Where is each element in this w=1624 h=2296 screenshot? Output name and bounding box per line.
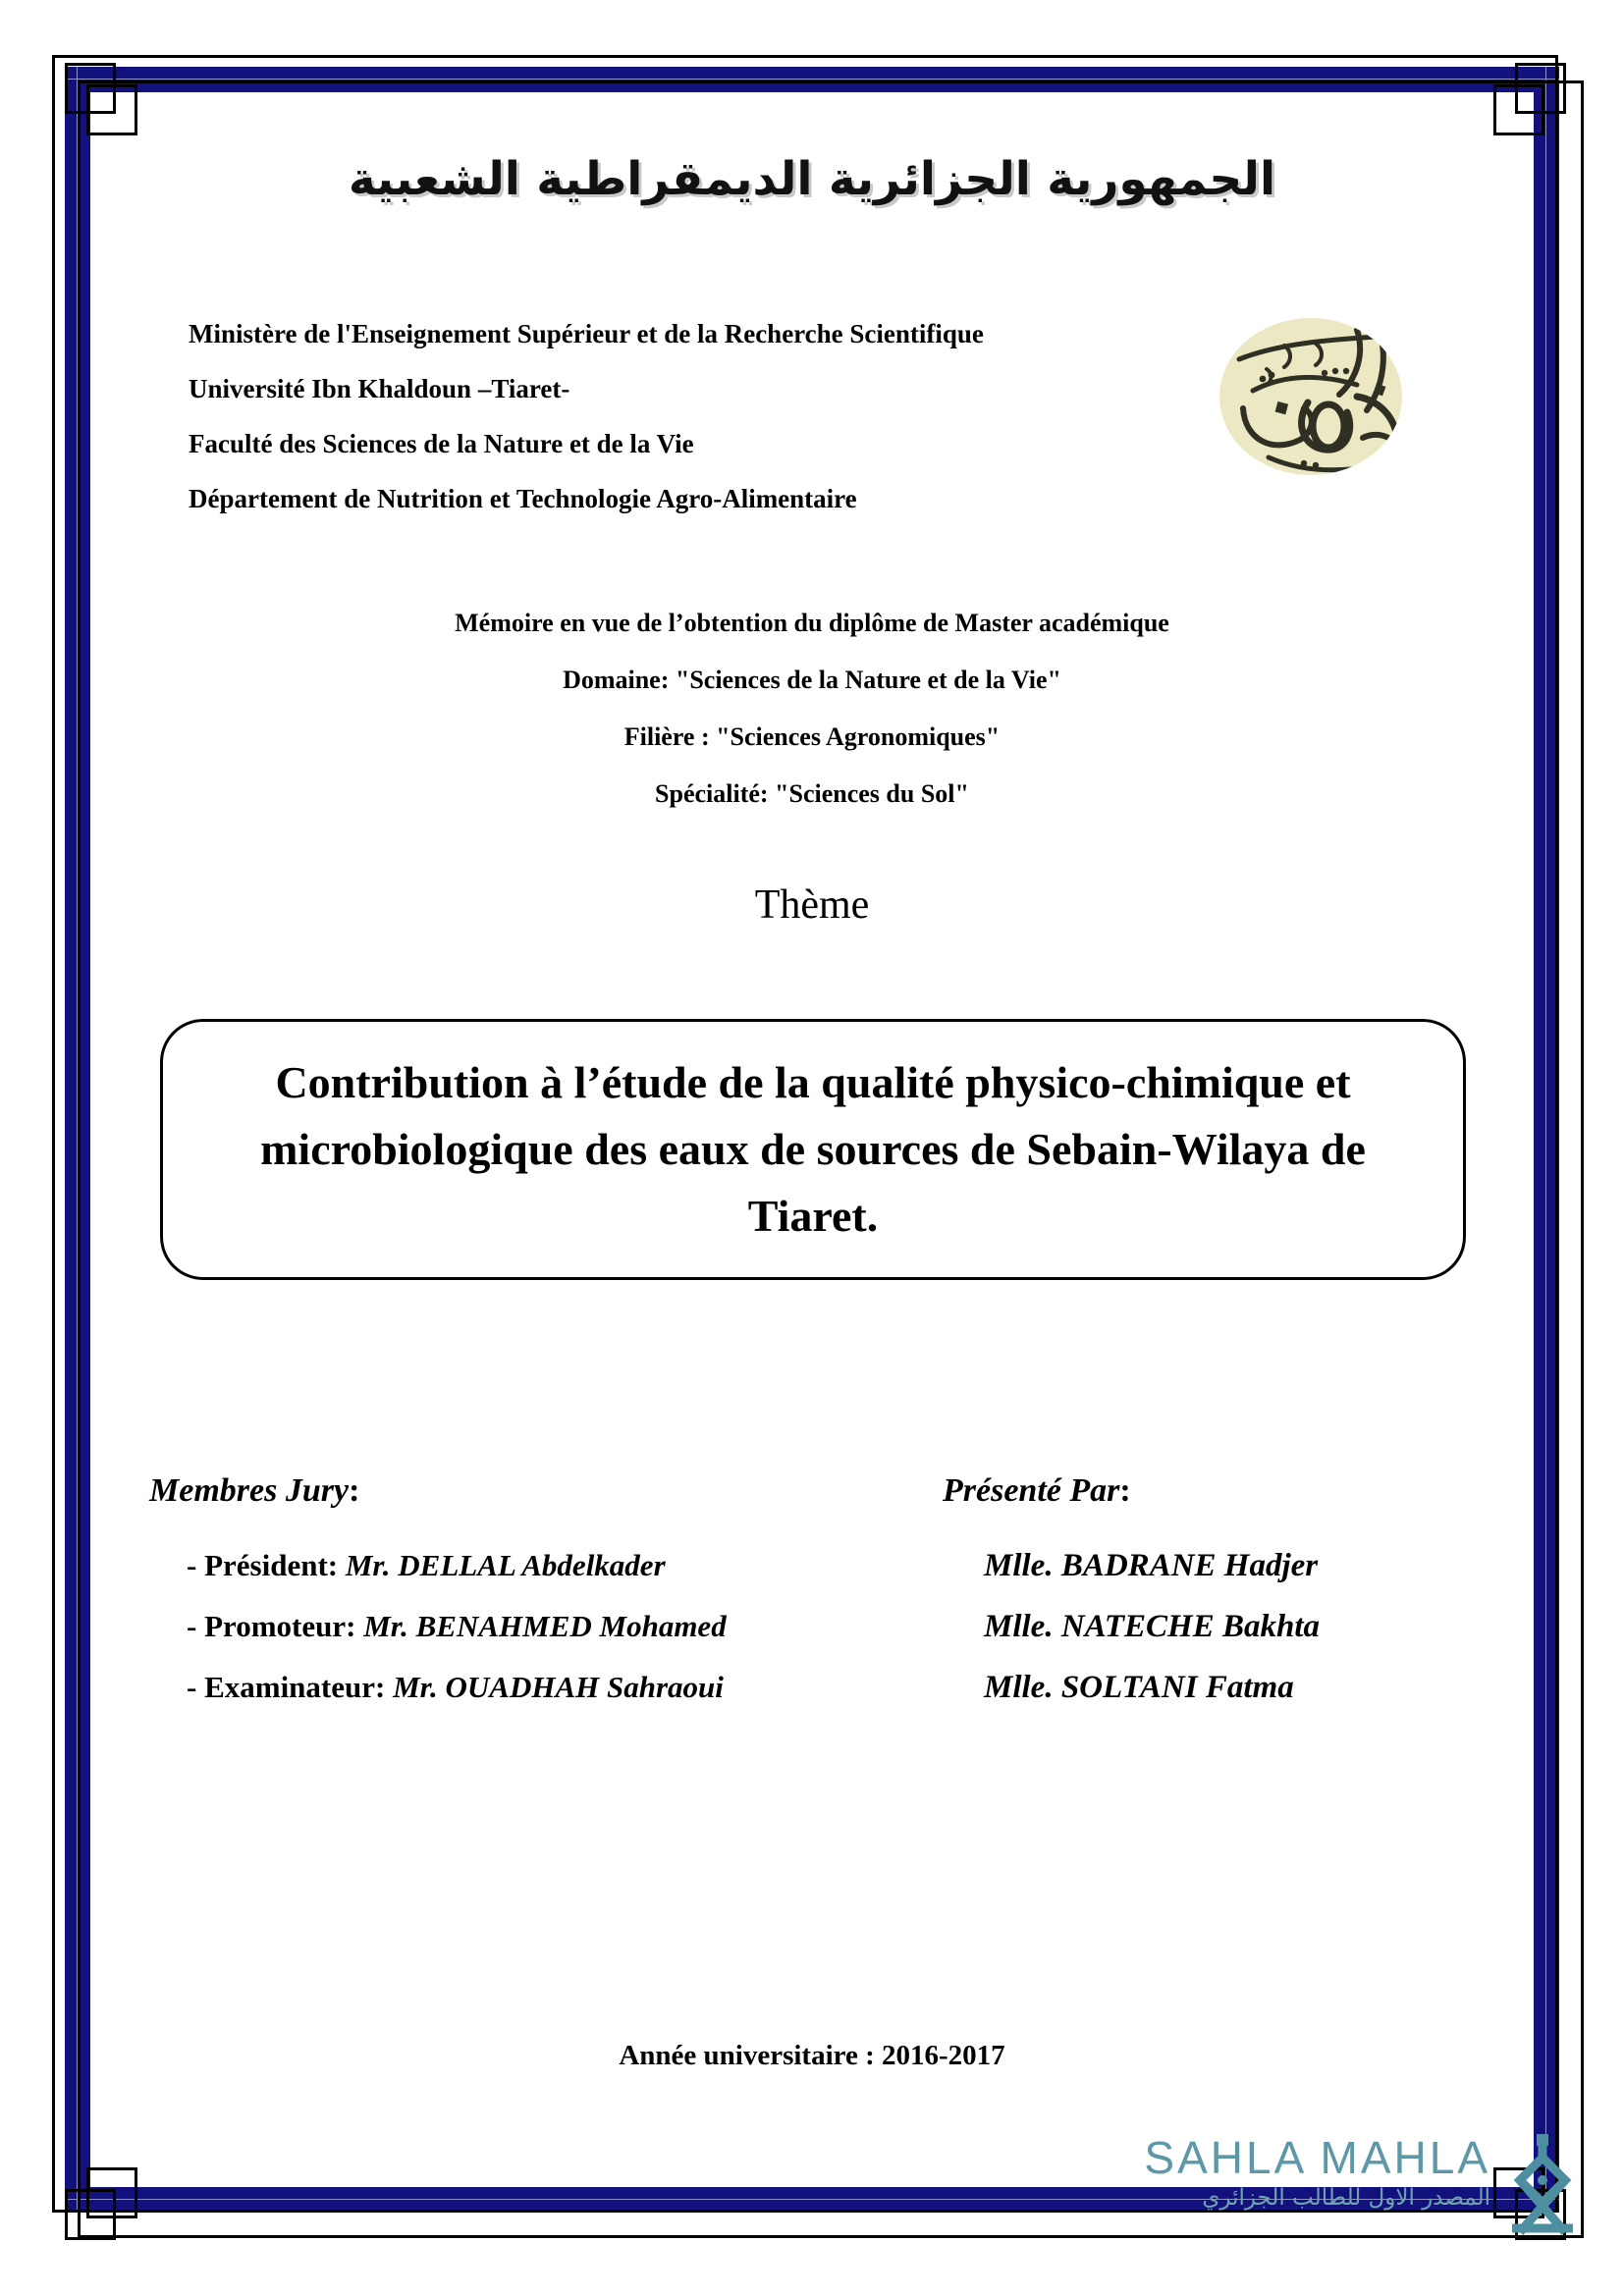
department-line: Département de Nutrition et Technologie Agro-Alimentaire (189, 484, 857, 513)
watermark-title: SAHLA MAHLA (1144, 2132, 1490, 2183)
student-name-row: Mlle. SOLTANI Fatma (984, 1670, 1294, 1705)
jury-member-row (149, 1596, 895, 1657)
watermark-subtitle: المصدر الاول للطالب الجزائري (1202, 2185, 1490, 2211)
degree-block (0, 595, 1624, 823)
domaine-line: Domaine: "Sciences de la Nature et de la Vie" (563, 666, 1061, 694)
specialite-line: Spécialité: "Sciences du Sol" (655, 779, 969, 808)
theme-label: Thème (754, 882, 870, 928)
ministry-line: Ministère de l'Enseignement Supérieur et de la Recherche Scientifique (189, 319, 984, 348)
university-line: Université Ibn Khaldoun –Tiaret- (189, 374, 570, 403)
watermark-diamond-logo (1489, 2134, 1597, 2252)
arabic-republic-header: الجمهورية الجزائرية الديمقراطية الشعبية (348, 152, 1276, 206)
institution-block (189, 306, 1180, 526)
academic-year-line: Année universitaire : 2016-2017 (619, 2040, 1005, 2071)
thesis-title-box (160, 1019, 1466, 1280)
jury-member-row (149, 1657, 895, 1718)
thesis-title: Contribution à l’étude de la qualité physico-chimique et microbiologique des eaux de sources de Sebain-Wilaya de Tiaret. (260, 1057, 1366, 1241)
filiere-line: Filière : "Sciences Agronomiques" (623, 722, 1001, 751)
jury-role-examinateur: - Examinateur: (187, 1670, 386, 1704)
university-seal-logo (1210, 300, 1412, 487)
student-name-row: Mlle. NATECHE Bakhta (984, 1609, 1320, 1644)
jury-member-row (149, 1535, 895, 1596)
university-seal-icon (1210, 300, 1412, 487)
students-heading (943, 1472, 1532, 1510)
memoire-line: Mémoire en vue de l’obtention du diplôme de Master académique (455, 609, 1169, 637)
jury-role-promoteur: - Promoteur: (187, 1609, 356, 1643)
jury-column (149, 1472, 895, 1718)
sahla-mahla-diamond-icon (1489, 2134, 1597, 2252)
jury-role-president: - Président: (187, 1548, 339, 1582)
jury-person-promoteur: Mr. BENAHMED Mohamed (363, 1609, 727, 1643)
jury-heading (149, 1472, 895, 1510)
faculty-line: Faculté des Sciences de la Nature et de la Vie (189, 429, 694, 458)
jury-person-examinateur: Mr. OUADHAH Sahraoui (393, 1670, 724, 1704)
students-heading-text: Présenté Par (943, 1472, 1120, 1509)
sahla-mahla-watermark (1098, 2132, 1598, 2260)
jury-heading-text: Membres Jury (149, 1472, 350, 1509)
jury-person-president: Mr. DELLAL Abdelkader (345, 1548, 666, 1582)
jury-heading-colon: : (349, 1472, 360, 1509)
student-name-row: Mlle. BADRANE Hadjer (984, 1548, 1319, 1583)
students-heading-colon: : (1119, 1472, 1131, 1509)
students-column (943, 1472, 1532, 1718)
